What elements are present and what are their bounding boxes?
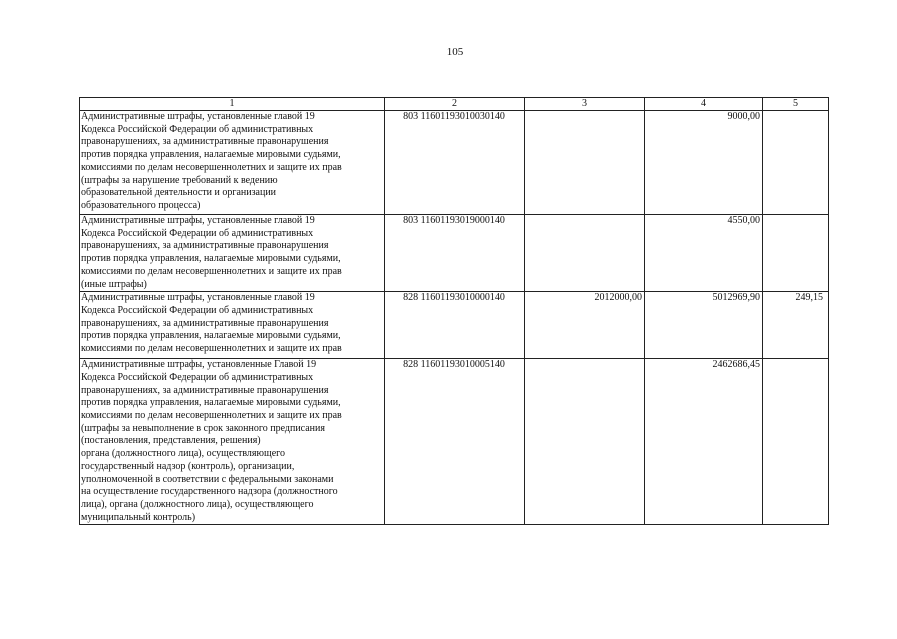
description-line: органа (должностного лица), осуществляющего bbox=[81, 448, 285, 460]
header-row bbox=[80, 98, 829, 111]
header-col-1: 1 bbox=[80, 98, 385, 111]
description-line: лица), органа (должностного лица), осуществляющего bbox=[81, 498, 314, 510]
description-line: против порядка управления, налагаемые мировыми судьями, bbox=[81, 253, 341, 265]
description-line: против порядка управления, налагаемые мировыми судьями, bbox=[81, 330, 341, 342]
description-line: правонарушениях, за административные правонарушения bbox=[81, 240, 329, 252]
description-line: комиссиями по делам несовершеннолетних и защите их прав bbox=[81, 410, 342, 422]
row-col3-amount: 2012000,00 bbox=[525, 292, 645, 359]
row-col4-amount: 4550,00 bbox=[645, 215, 763, 292]
row-description bbox=[80, 111, 385, 215]
budget-table bbox=[79, 97, 829, 525]
header-col-3: 3 bbox=[525, 98, 645, 111]
description-line: против порядка управления, налагаемые мировыми судьями, bbox=[81, 149, 341, 161]
description-line: (постановления, представления, решения) bbox=[81, 435, 261, 447]
description-line: Кодекса Российской Федерации об административных bbox=[81, 304, 314, 316]
description-line: Административные штрафы, установленные главой 19 bbox=[81, 111, 315, 122]
description-line: комиссиями по делам несовершеннолетних и защите их прав bbox=[81, 265, 342, 277]
table-row bbox=[80, 111, 829, 215]
row-col5-amount bbox=[763, 111, 829, 215]
row-col5-amount bbox=[763, 359, 829, 525]
row-col3-amount bbox=[525, 359, 645, 525]
table-row bbox=[80, 292, 829, 359]
table-row bbox=[80, 215, 829, 292]
row-budget-code: 828 11601193010005140 bbox=[385, 359, 525, 525]
description-line: Административные штрафы, установленные Главой 19 bbox=[81, 359, 317, 371]
description-line: (иные штрафы) bbox=[81, 278, 147, 290]
description-line: муниципальный контроль) bbox=[81, 511, 196, 523]
row-budget-code: 803 11601193019000140 bbox=[385, 215, 525, 292]
description-line: (штрафы за нарушение требований к ведению bbox=[81, 174, 278, 186]
row-col4-amount: 9000,00 bbox=[645, 111, 763, 215]
row-col4-amount: 2462686,45 bbox=[645, 359, 763, 525]
description-line: образовательного процесса) bbox=[81, 199, 201, 211]
table-row bbox=[80, 359, 829, 525]
row-description bbox=[80, 215, 385, 292]
description-line: (штрафы за невыполнение в срок законного предписания bbox=[81, 422, 325, 434]
header-col-5: 5 bbox=[763, 98, 829, 111]
header-col-2: 2 bbox=[385, 98, 525, 111]
page-number: 105 bbox=[446, 46, 464, 58]
description-line: Административные штрафы, установленные главой 19 bbox=[81, 215, 315, 226]
row-description bbox=[80, 359, 385, 525]
header-col-4: 4 bbox=[645, 98, 763, 111]
description-line: государственный надзор (контроль), организации, bbox=[81, 460, 295, 472]
row-col5-amount bbox=[763, 215, 829, 292]
description-line: против порядка управления, налагаемые мировыми судьями, bbox=[81, 397, 341, 409]
description-line: Кодекса Российской Федерации об административных bbox=[81, 123, 314, 135]
description-line: Кодекса Российской Федерации об административных bbox=[81, 227, 314, 239]
row-col5-amount: 249,15 bbox=[763, 292, 829, 359]
description-line: правонарушениях, за административные правонарушения bbox=[81, 384, 329, 396]
description-line: правонарушениях, за административные правонарушения bbox=[81, 136, 329, 148]
description-line: правонарушениях, за административные правонарушения bbox=[81, 317, 329, 329]
description-line: на осуществление государственного надзора (должностного bbox=[81, 486, 338, 498]
row-col4-amount: 5012969,90 bbox=[645, 292, 763, 359]
description-line: уполномоченной в соответствии с федеральными законами bbox=[81, 473, 334, 485]
description-line: Кодекса Российской Федерации об административных bbox=[81, 371, 314, 383]
description-line: комиссиями по делам несовершеннолетних и защите их прав bbox=[81, 343, 342, 355]
row-budget-code: 803 11601193010030140 bbox=[385, 111, 525, 215]
description-line: комиссиями по делам несовершеннолетних и защите их прав bbox=[81, 161, 342, 173]
row-budget-code: 828 11601193010000140 bbox=[385, 292, 525, 359]
row-description bbox=[80, 292, 385, 359]
row-col3-amount bbox=[525, 111, 645, 215]
description-line: Административные штрафы, установленные главой 19 bbox=[81, 292, 315, 304]
row-col3-amount bbox=[525, 215, 645, 292]
description-line: образовательной деятельности и организации bbox=[81, 187, 277, 199]
